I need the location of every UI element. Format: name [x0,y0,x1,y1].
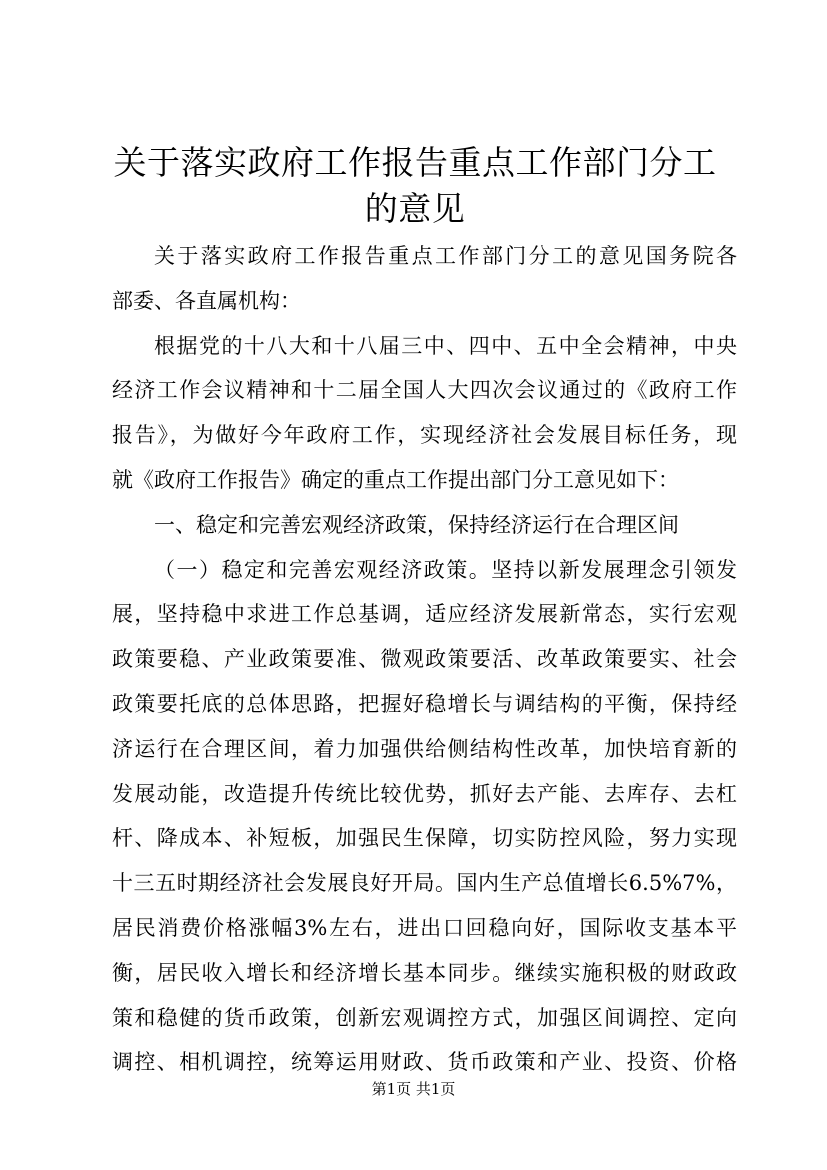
document-body [112,234,737,1085]
page-footer: 第1页 共1页 [371,1080,456,1098]
section-heading: 一、稳定和完善宏观经济政策，保持经济运行在合理区间 [154,512,679,537]
paragraph-line: （一）稳定和完善宏观经济政策。坚持以新发展理念引领发 [154,557,737,582]
paragraph-line: 就《政府工作报告》确定的重点工作提出部门分工意见如下： [112,467,679,492]
paragraph-line: 发展动能，改造提升传统比较优势，抓好去产能、去库存、去杠 [112,781,737,806]
paragraph-line: 报告》，为做好今年政府工作，实现经济社会发展目标任务，现 [112,423,737,448]
paragraph-line: 展，坚持稳中求进工作总基调，适应经济发展新常态，实行宏观 [112,602,737,627]
paragraph-line: 调控、相机调控，统筹运用财政、货币政策和产业、投资、价格 [112,1050,737,1075]
paragraph-line: 经济工作会议精神和十二届全国人大四次会议通过的《政府工作 [112,378,737,403]
paragraph-line: 策和稳健的货币政策，创新宏观调控方式，加强区间调控、定向 [112,1005,737,1030]
paragraph-line: 关于落实政府工作报告重点工作部门分工的意见国务院各 [154,244,737,268]
paragraph-line: 济运行在合理区间，着力加强供给侧结构性改革，加快培育新的 [112,736,737,761]
document-title: 关于落实政府工作报告重点工作部门分工的意见 [113,143,717,228]
paragraph-line: 杆、降成本、补短板，加强民生保障，切实防控风险，努力实现 [112,826,737,851]
paragraph-line: 政策要稳、产业政策要准、微观政策要活、改革政策要实、社会 [112,647,737,672]
paragraph-line: 根据党的十八大和十八届三中、四中、五中全会精神，中央 [154,333,737,358]
paragraph-line: 居民消费价格涨幅3%左右，进出口回稳向好，国际收支基本平 [112,915,737,940]
paragraph-line: 部委、各直属机构： [112,288,301,313]
paragraph-line: 十三五时期经济社会发展良好开局。国内生产总值增长6.5%7%， [112,871,737,896]
paragraph-line: 衡，居民收入增长和经济增长基本同步。继续实施积极的财政政 [112,960,737,985]
paragraph-line: 政策要托底的总体思路，把握好稳增长与调结构的平衡，保持经 [112,691,737,716]
